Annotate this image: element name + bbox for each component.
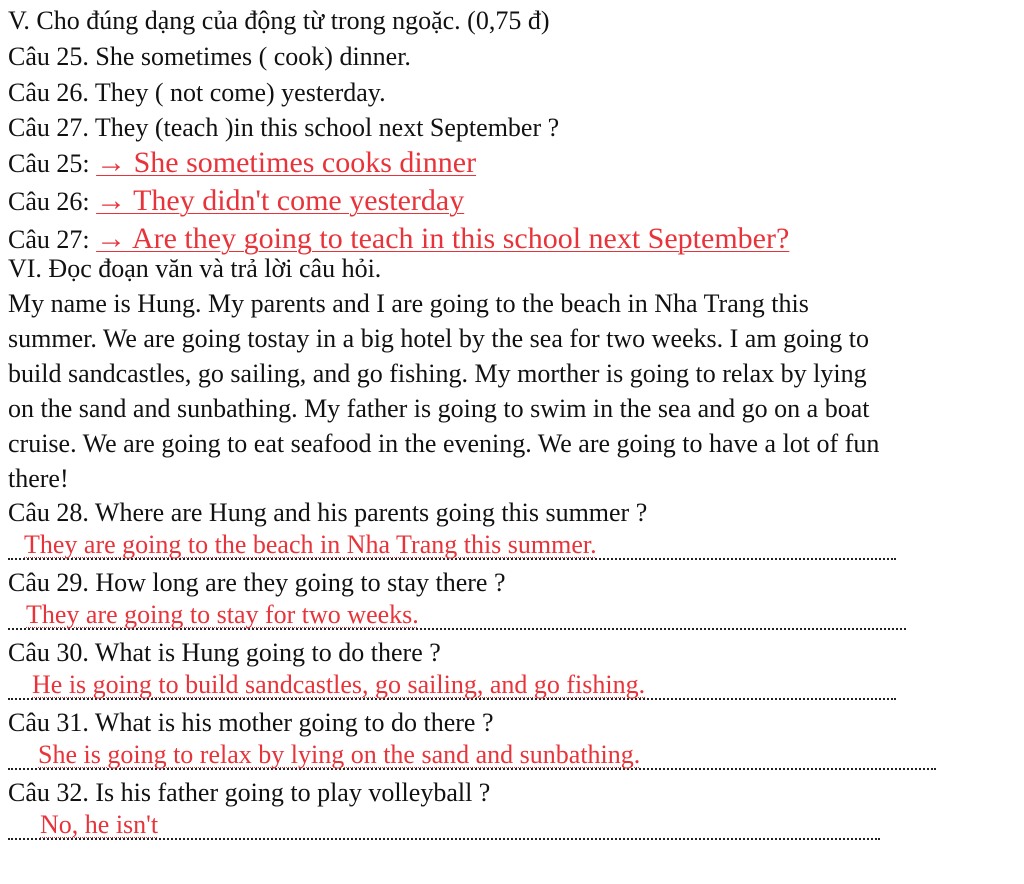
section-5-heading: V. Cho đúng dạng của động từ trong ngoặc. (0,75 đ) bbox=[8, 6, 550, 35]
question-25: Câu 25. She sometimes ( cook) dinner. bbox=[8, 42, 411, 71]
reading-paragraph bbox=[8, 286, 1016, 496]
paragraph-line: on the sand and sunbathing. My father is going to swim in the sea and go on a boat bbox=[8, 394, 870, 423]
answer-row-27 bbox=[8, 222, 789, 256]
answer-27: → Are they going to teach in this school next September? bbox=[96, 222, 790, 255]
question-30: Câu 30. What is Hung going to do there ? bbox=[8, 638, 441, 667]
answer-31: She is going to relax by lying on the sand and sunbathing. bbox=[38, 740, 641, 769]
answer-29: They are going to stay for two weeks. bbox=[26, 600, 419, 629]
answer-row-26 bbox=[8, 184, 464, 218]
answer-label-25: Câu 25: bbox=[8, 149, 90, 178]
paragraph-line: cruise. We are going to eat seafood in the evening. We are going to have a lot of fun bbox=[8, 429, 880, 458]
answer-32: No, he isn't bbox=[40, 810, 159, 839]
answer-30: He is going to build sandcastles, go sailing, and go fishing. bbox=[32, 670, 646, 699]
paragraph-line: My name is Hung. My parents and I are going to the beach in Nha Trang this bbox=[8, 289, 809, 318]
paragraph-line: there! bbox=[8, 464, 69, 493]
answer-row-25 bbox=[8, 146, 476, 180]
question-32: Câu 32. Is his father going to play volleyball ? bbox=[8, 778, 491, 807]
answer-label-27: Câu 27: bbox=[8, 225, 90, 254]
question-29: Câu 29. How long are they going to stay there ? bbox=[8, 568, 506, 597]
answer-26: → They didn't come yesterday bbox=[96, 184, 465, 217]
section-6-heading: VI. Đọc đoạn văn và trả lời câu hỏi. bbox=[8, 254, 382, 283]
answer-label-26: Câu 26: bbox=[8, 187, 90, 216]
paragraph-line: summer. We are going tostay in a big hotel by the sea for two weeks. I am going to bbox=[8, 324, 870, 353]
question-27: Câu 27. They (teach )in this school next September ? bbox=[8, 113, 560, 142]
answer-28: They are going to the beach in Nha Trang this summer. bbox=[24, 530, 597, 559]
question-26: Câu 26. They ( not come) yesterday. bbox=[8, 78, 386, 107]
paragraph-line: build sandcastles, go sailing, and go fishing. My morther is going to relax by lying bbox=[8, 359, 867, 388]
answer-25: → She sometimes cooks dinner bbox=[96, 146, 477, 179]
question-28: Câu 28. Where are Hung and his parents going this summer ? bbox=[8, 498, 648, 527]
question-31: Câu 31. What is his mother going to do there ? bbox=[8, 708, 494, 737]
